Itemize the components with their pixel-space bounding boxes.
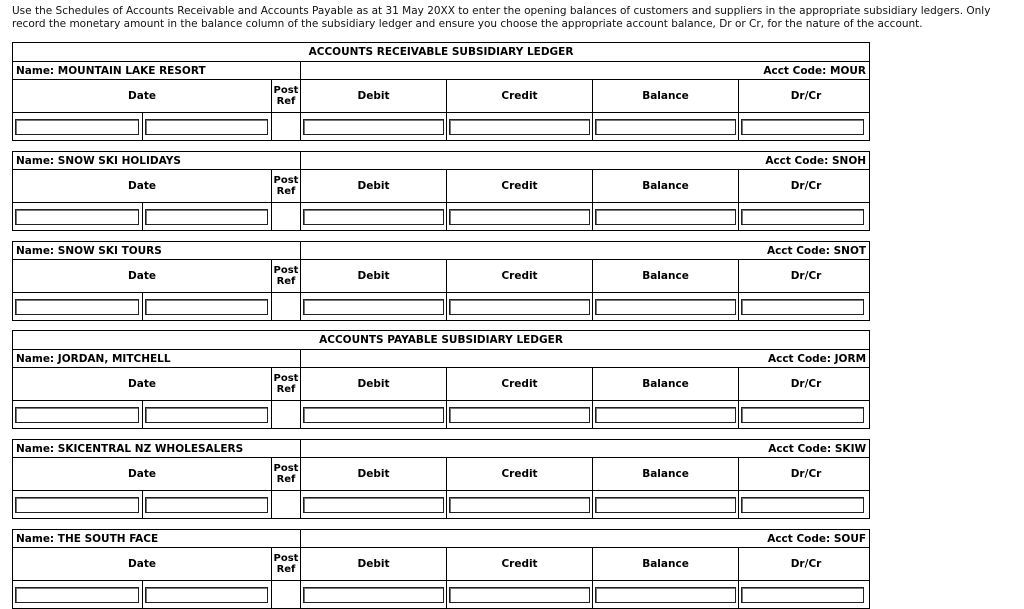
date-header: Date — [13, 80, 272, 113]
debit-cell — [301, 491, 447, 519]
balance-cell — [593, 203, 739, 231]
credit-cell — [447, 581, 593, 609]
ar-ledger-title: ACCOUNTS RECEIVABLE SUBSIDIARY LEDGER — [13, 43, 870, 62]
date-header: Date — [13, 260, 272, 293]
drcr-header: Dr/Cr — [739, 260, 870, 293]
date-month-input[interactable] — [145, 407, 268, 423]
post-ref-header: Post Ref — [272, 458, 301, 491]
drcr-input[interactable] — [741, 299, 864, 315]
debit-header: Debit — [301, 368, 447, 401]
account-code: Acct Code: JORM — [301, 350, 870, 368]
debit-input[interactable] — [303, 407, 444, 423]
balance-input[interactable] — [595, 497, 736, 513]
account-name: Name: JORDAN, MITCHELL — [13, 350, 301, 368]
credit-cell — [447, 113, 593, 141]
drcr-cell — [739, 581, 870, 609]
post-ref-header: Post Ref — [272, 548, 301, 581]
post-ref-cell — [272, 113, 301, 141]
drcr-cell — [739, 203, 870, 231]
post-ref-cell — [272, 491, 301, 519]
drcr-header: Dr/Cr — [739, 458, 870, 491]
date-month-input[interactable] — [145, 209, 268, 225]
credit-header: Credit — [447, 368, 593, 401]
ap-ledger-jordan-mitchell — [12, 330, 870, 429]
date-month-cell — [143, 581, 272, 609]
account-code: Acct Code: SNOH — [301, 152, 870, 170]
credit-input[interactable] — [449, 497, 590, 513]
balance-header: Balance — [593, 260, 739, 293]
drcr-cell — [739, 491, 870, 519]
drcr-input[interactable] — [741, 209, 864, 225]
date-day-cell — [13, 491, 143, 519]
credit-cell — [447, 401, 593, 429]
post-ref-cell — [272, 293, 301, 321]
ar-ledger-mountain-lake-resort — [12, 42, 870, 141]
date-header: Date — [13, 368, 272, 401]
drcr-cell — [739, 401, 870, 429]
post-ref-header: Post Ref — [272, 368, 301, 401]
credit-input[interactable] — [449, 209, 590, 225]
ap-ledger-the-south-face — [12, 529, 870, 609]
account-code: Acct Code: SOUF — [301, 530, 870, 548]
debit-input[interactable] — [303, 209, 444, 225]
balance-header: Balance — [593, 170, 739, 203]
post-ref-header: Post Ref — [272, 80, 301, 113]
drcr-input[interactable] — [741, 119, 864, 135]
date-day-cell — [13, 113, 143, 141]
account-code: Acct Code: MOUR — [301, 62, 870, 80]
date-month-input[interactable] — [145, 299, 268, 315]
drcr-header: Dr/Cr — [739, 170, 870, 203]
account-code: Acct Code: SKIW — [301, 440, 870, 458]
account-name: Name: MOUNTAIN LAKE RESORT — [13, 62, 301, 80]
balance-header: Balance — [593, 458, 739, 491]
balance-header: Balance — [593, 368, 739, 401]
instructions-text: Use the Schedules of Accounts Receivable and Accounts Payable as at 31 May 20XX to enter the opening balances of customers and suppliers in the appropriate subsidiary ledgers. Only record the monetary amount in the balance column of the subsidiary ledger and ensure you choose the appropriate account balance, Dr or Cr, for the nature of the account. — [12, 5, 991, 30]
credit-cell — [447, 293, 593, 321]
debit-header: Debit — [301, 80, 447, 113]
balance-cell — [593, 581, 739, 609]
debit-input[interactable] — [303, 119, 444, 135]
date-month-input[interactable] — [145, 119, 268, 135]
balance-header: Balance — [593, 80, 739, 113]
credit-cell — [447, 203, 593, 231]
date-month-cell — [143, 293, 272, 321]
debit-cell — [301, 203, 447, 231]
credit-input[interactable] — [449, 119, 590, 135]
date-day-cell — [13, 401, 143, 429]
debit-cell — [301, 113, 447, 141]
balance-cell — [593, 293, 739, 321]
balance-cell — [593, 491, 739, 519]
credit-header: Credit — [447, 80, 593, 113]
date-header: Date — [13, 458, 272, 491]
drcr-cell — [739, 293, 870, 321]
account-name: Name: THE SOUTH FACE — [13, 530, 301, 548]
post-ref-cell — [272, 203, 301, 231]
account-name: Name: SNOW SKI HOLIDAYS — [13, 152, 301, 170]
date-day-input[interactable] — [15, 299, 139, 315]
date-header: Date — [13, 548, 272, 581]
date-day-input[interactable] — [15, 587, 139, 603]
drcr-input[interactable] — [741, 497, 864, 513]
account-name: Name: SKICENTRAL NZ WHOLESALERS — [13, 440, 301, 458]
post-ref-header: Post Ref — [272, 260, 301, 293]
drcr-cell — [739, 113, 870, 141]
balance-input[interactable] — [595, 209, 736, 225]
credit-header: Credit — [447, 548, 593, 581]
debit-input[interactable] — [303, 299, 444, 315]
date-month-cell — [143, 113, 272, 141]
debit-input[interactable] — [303, 587, 444, 603]
date-header: Date — [13, 170, 272, 203]
drcr-header: Dr/Cr — [739, 548, 870, 581]
balance-input[interactable] — [595, 587, 736, 603]
date-day-input[interactable] — [15, 119, 139, 135]
credit-input[interactable] — [449, 587, 590, 603]
drcr-header: Dr/Cr — [739, 368, 870, 401]
credit-header: Credit — [447, 458, 593, 491]
debit-cell — [301, 401, 447, 429]
credit-input[interactable] — [449, 407, 590, 423]
account-name: Name: SNOW SKI TOURS — [13, 242, 301, 260]
date-month-input[interactable] — [145, 587, 268, 603]
balance-input[interactable] — [595, 407, 736, 423]
date-month-cell — [143, 491, 272, 519]
account-code: Acct Code: SNOT — [301, 242, 870, 260]
ap-ledger-skicentral-nz-wholesalers — [12, 439, 870, 519]
credit-input[interactable] — [449, 299, 590, 315]
debit-header: Debit — [301, 458, 447, 491]
post-ref-header: Post Ref — [272, 170, 301, 203]
debit-input[interactable] — [303, 497, 444, 513]
balance-input[interactable] — [595, 119, 736, 135]
debit-header: Debit — [301, 548, 447, 581]
debit-header: Debit — [301, 260, 447, 293]
credit-header: Credit — [447, 170, 593, 203]
date-day-input[interactable] — [15, 209, 139, 225]
post-ref-cell — [272, 581, 301, 609]
date-month-input[interactable] — [145, 497, 268, 513]
drcr-input[interactable] — [741, 407, 864, 423]
debit-cell — [301, 293, 447, 321]
post-ref-cell — [272, 401, 301, 429]
date-day-cell — [13, 293, 143, 321]
date-day-input[interactable] — [15, 497, 139, 513]
date-day-cell — [13, 581, 143, 609]
ar-ledger-snow-ski-holidays — [12, 151, 870, 231]
ap-ledger-title: ACCOUNTS PAYABLE SUBSIDIARY LEDGER — [13, 331, 870, 350]
debit-cell — [301, 581, 447, 609]
drcr-input[interactable] — [741, 587, 864, 603]
date-day-cell — [13, 203, 143, 231]
credit-cell — [447, 491, 593, 519]
date-day-input[interactable] — [15, 407, 139, 423]
date-month-cell — [143, 203, 272, 231]
balance-header: Balance — [593, 548, 739, 581]
credit-header: Credit — [447, 260, 593, 293]
drcr-header: Dr/Cr — [739, 80, 870, 113]
balance-input[interactable] — [595, 299, 736, 315]
date-month-cell — [143, 401, 272, 429]
debit-header: Debit — [301, 170, 447, 203]
balance-cell — [593, 113, 739, 141]
balance-cell — [593, 401, 739, 429]
ar-ledger-snow-ski-tours — [12, 241, 870, 321]
